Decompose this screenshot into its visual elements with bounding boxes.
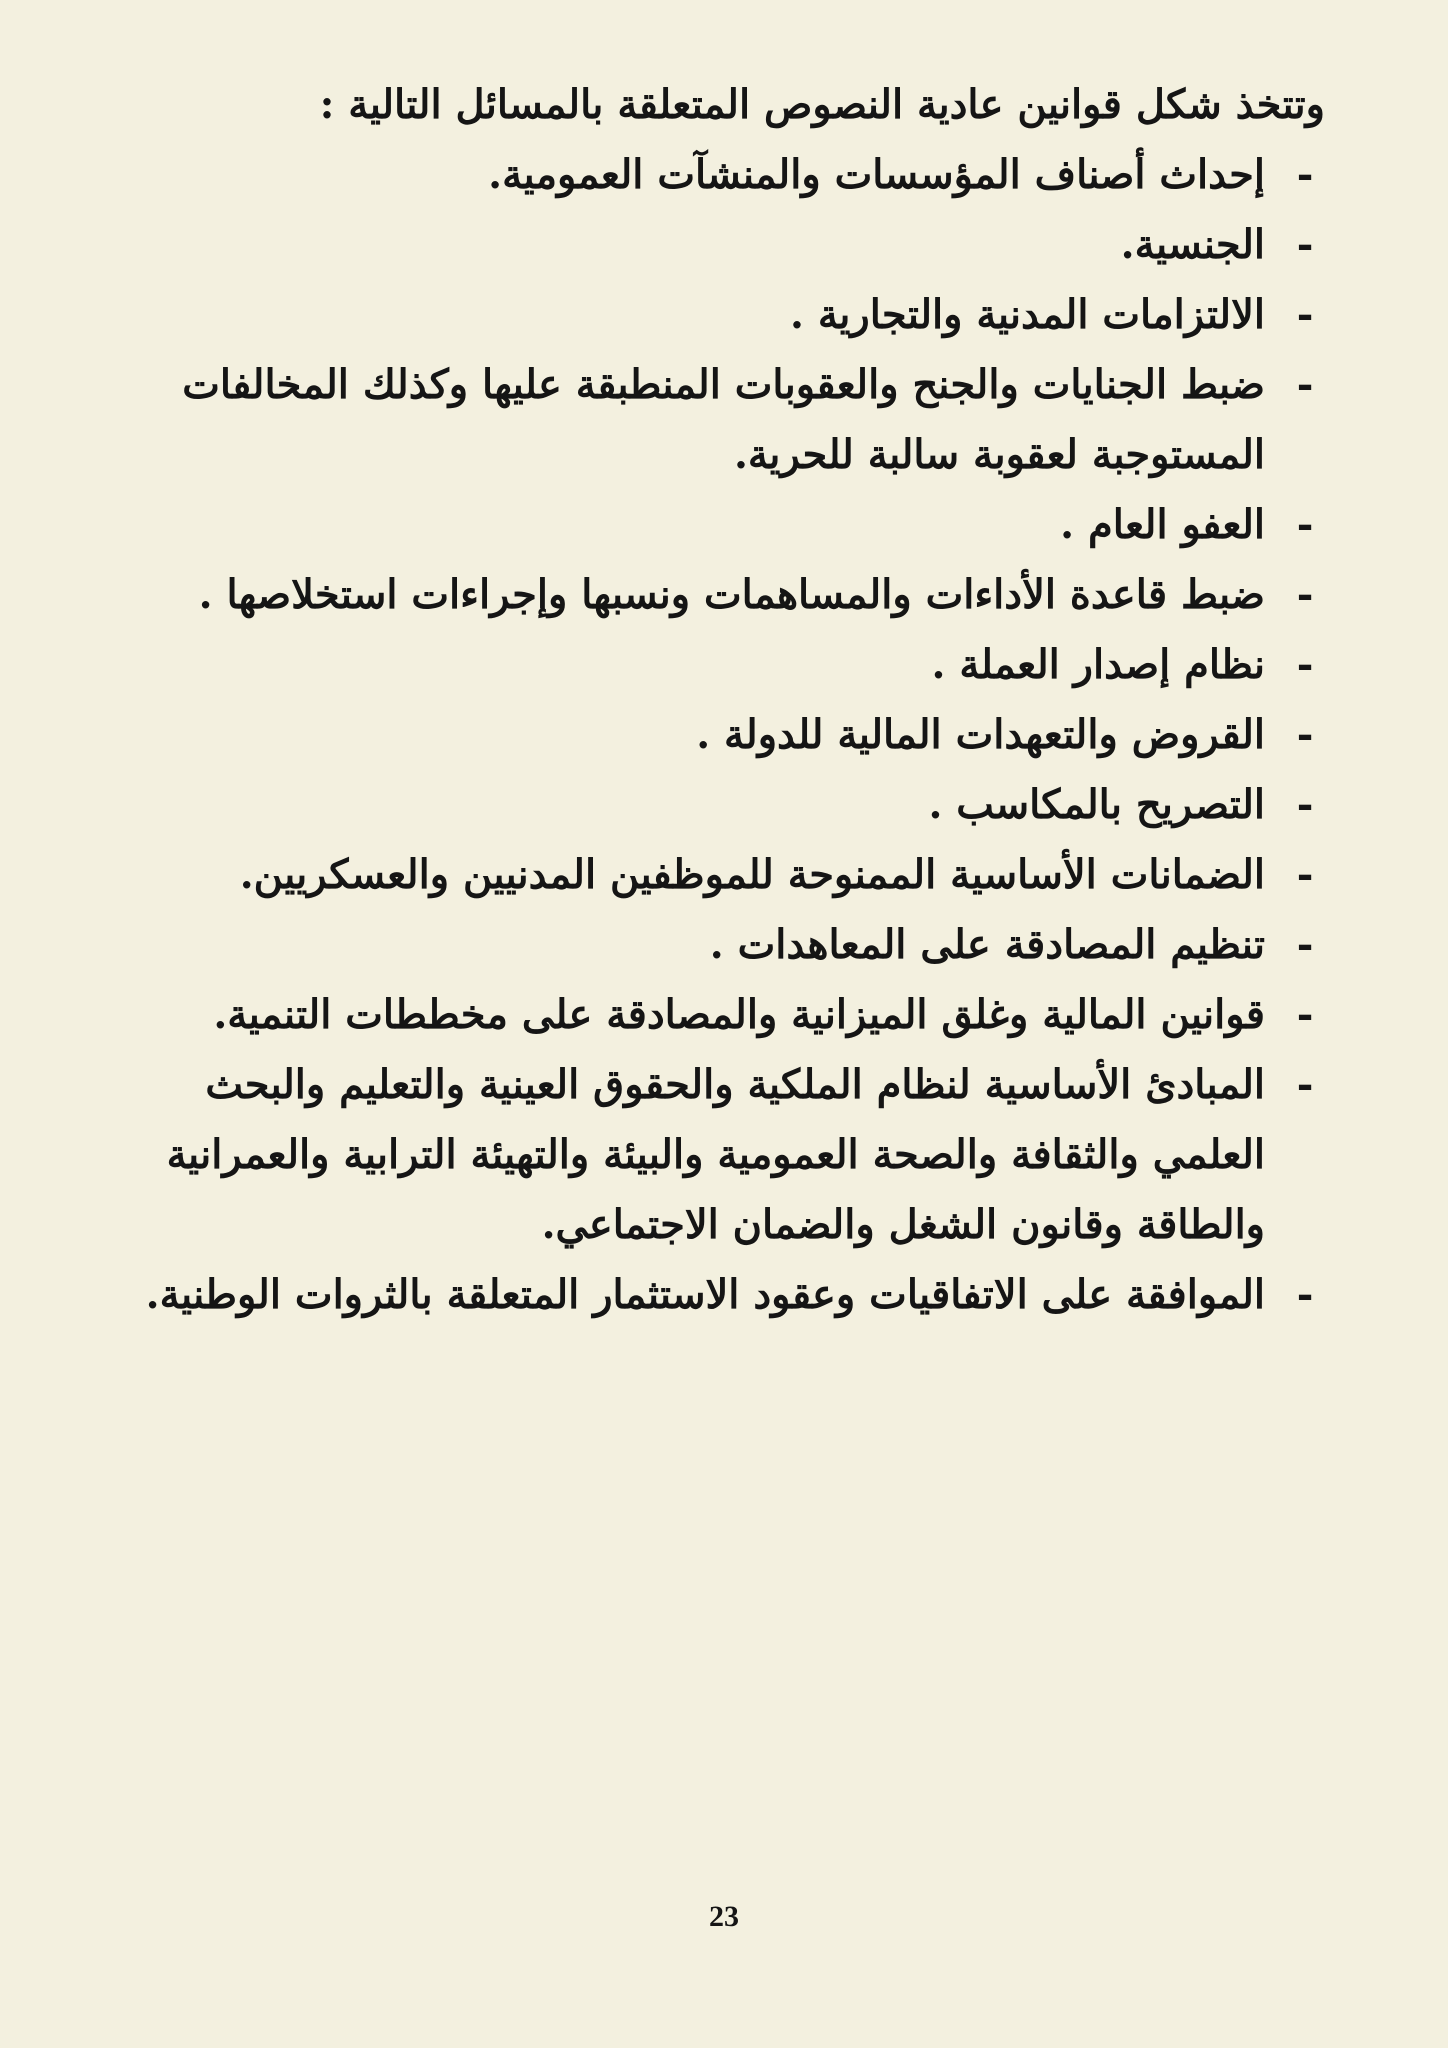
bullet-dash: -: [1296, 781, 1314, 828]
bullet-dash: -: [1296, 221, 1314, 268]
bullet-dash: -: [1296, 1061, 1314, 1108]
list-item: [130, 840, 1325, 910]
bullet-dash: -: [1296, 501, 1314, 548]
list-item: [130, 770, 1325, 840]
list-item-text: التصريح بالمكاسب .: [928, 781, 1265, 828]
list-item-text: الجنسية.: [1120, 221, 1265, 268]
bullet-dash: -: [1296, 361, 1314, 408]
bullet-dash: -: [1296, 991, 1314, 1038]
bullet-dash: -: [1296, 851, 1314, 898]
page-number: 23: [709, 1900, 739, 1933]
list-item-text: ضبط قاعدة الأداءات والمساهمات ونسبها وإجراءات استخلاصها .: [198, 571, 1265, 618]
list-item-text: الموافقة على الاتفاقيات وعقود الاستثمار المتعلقة بالثروات الوطنية.: [145, 1271, 1265, 1318]
list-item: [130, 280, 1325, 350]
list-item: [130, 1260, 1325, 1330]
bullet-dash: -: [1296, 641, 1314, 688]
list-item-text: نظام إصدار العملة .: [931, 641, 1265, 688]
list-item-text: الالتزامات المدنية والتجارية .: [790, 291, 1265, 338]
bullet-dash: -: [1296, 151, 1314, 198]
list-item: [130, 560, 1325, 630]
list-item-text: ضبط الجنايات والجنح والعقوبات المنطبقة عليها وكذلك المخالفات المستوجبة لعقوبة سالبة للحرية.: [182, 361, 1265, 478]
list-item: [130, 980, 1325, 1050]
list-item-text: إحداث أصناف المؤسسات والمنشآت العمومية.: [488, 151, 1265, 198]
list-item-text: الضمانات الأساسية الممنوحة للموظفين المدنيين والعسكريين.: [239, 851, 1265, 898]
article-text: [130, 70, 1325, 1330]
bullet-dash: -: [1296, 571, 1314, 618]
list-item: [130, 210, 1325, 280]
list-item: [130, 350, 1325, 490]
list-item: [130, 140, 1325, 210]
bullet-dash: -: [1296, 921, 1314, 968]
list-item: [130, 490, 1325, 560]
bullet-dash: -: [1296, 1271, 1314, 1318]
list-item-text: المبادئ الأساسية لنظام الملكية والحقوق العينية والتعليم والبحث العلمي والثقافة والصحة العمومية والبيئة والتهيئة الترابية والعمرانية والطاقة وقانون الشغل والضمان الاجتماعي.: [166, 1061, 1265, 1248]
list-item: [130, 630, 1325, 700]
bullet-dash: -: [1296, 291, 1314, 338]
list-item-text: تنظيم المصادقة على المعاهدات .: [709, 921, 1265, 968]
list-item: [130, 700, 1325, 770]
list-item: [130, 1050, 1325, 1260]
subject-list: [130, 140, 1325, 1330]
list-item-text: القروض والتعهدات المالية للدولة .: [696, 711, 1265, 758]
list-item-text: العفو العام .: [1060, 501, 1265, 548]
bullet-dash: -: [1296, 711, 1314, 758]
list-item: [130, 910, 1325, 980]
list-item-text: قوانين المالية وغلق الميزانية والمصادقة على مخططات التنمية.: [213, 991, 1265, 1038]
intro-paragraph: وتتخذ شكل قوانين عادية النصوص المتعلقة بالمسائل التالية :: [319, 81, 1325, 128]
